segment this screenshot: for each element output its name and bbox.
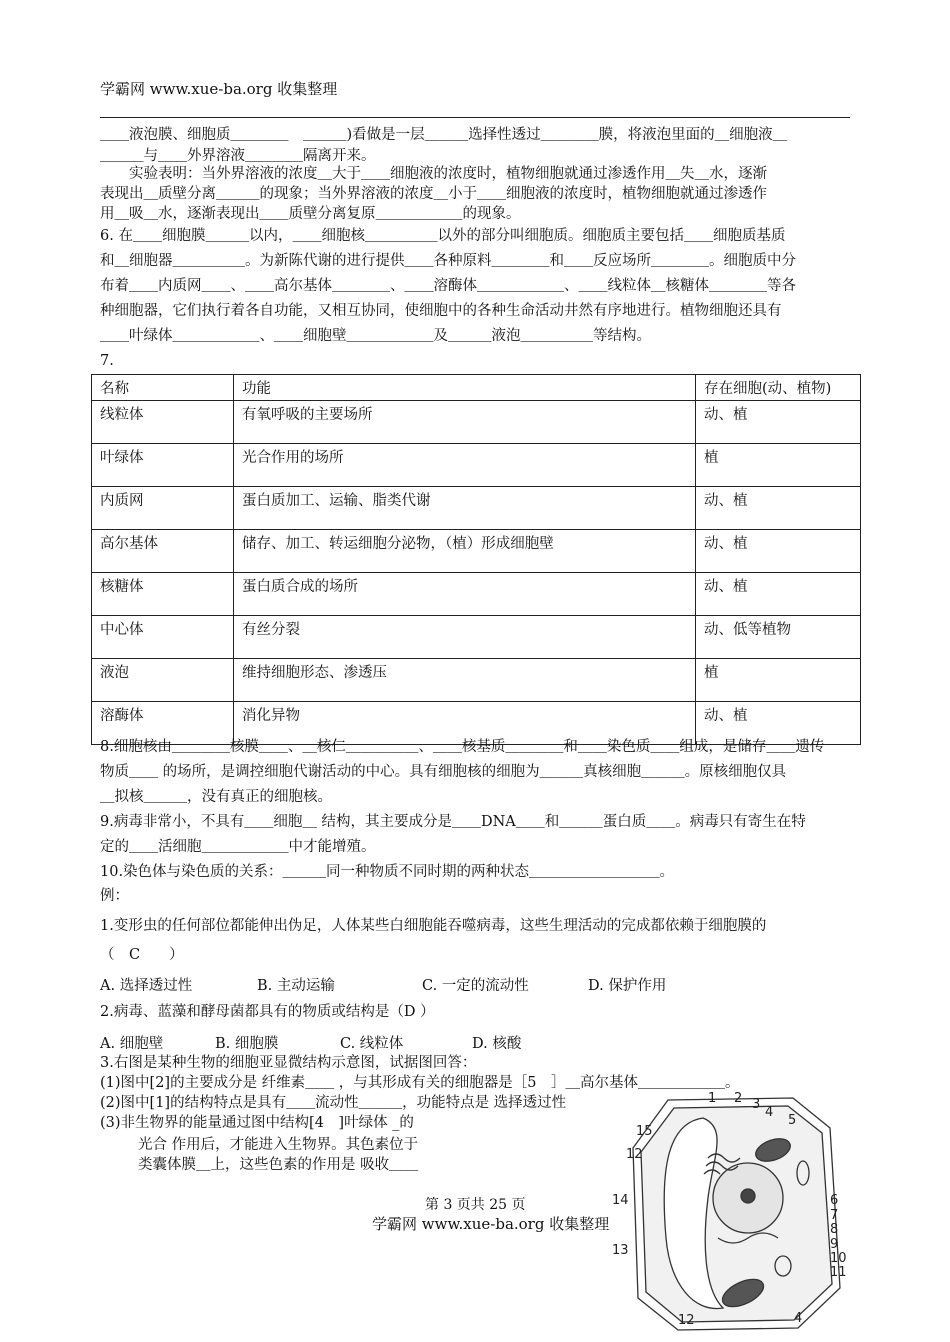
table-row <box>92 530 861 573</box>
table-cell: 线粒体 <box>92 401 234 444</box>
q2-option-b: B. 细胞膜 <box>215 1036 279 1052</box>
text-line: 10.染色体与染色质的关系：＿＿＿同一种物质不同时期的两种状态＿＿＿＿＿＿＿＿＿。 <box>100 864 675 880</box>
page-number: 第 3 页共 25 页 <box>425 1197 526 1213</box>
figure-label: 5 <box>788 1113 797 1128</box>
table-cell: 动、植 <box>696 573 861 616</box>
figure-label: 4 <box>794 1311 803 1326</box>
text-line: 9.病毒非常小，不具有＿＿细胞＿ 结构，其主要成分是＿＿DNA＿＿和＿＿＿蛋白质＿＿。病毒只有寄生在特 <box>100 814 806 830</box>
organelle-table <box>91 374 861 745</box>
table-cell: 核糖体 <box>92 573 234 616</box>
figure-label: 10 <box>830 1251 847 1266</box>
figure-label: 12 <box>678 1313 695 1328</box>
q3-part-3: (3)非生物界的能量通过图中结构[4 ]叶绿体 _的 <box>100 1115 414 1131</box>
table-cell: 维持细胞形态、渗透压 <box>234 659 696 702</box>
figure-label: 1 <box>708 1091 717 1106</box>
table-cell: 高尔基体 <box>92 530 234 573</box>
q3-part-1: (1)图中[2]的主要成分是 纤维素＿＿ ，与其形成有关的细胞器是［5 ］＿高尔基体＿＿＿＿＿＿。 <box>100 1075 740 1091</box>
table-cell: 储存、加工、转运细胞分泌物，（植）形成细胞壁 <box>234 530 696 573</box>
table-header: 名称 <box>92 375 234 401</box>
table-cell: 动、低等植物 <box>696 616 861 659</box>
figure-label: 2 <box>734 1091 743 1106</box>
table-header: 功能 <box>234 375 696 401</box>
table-cell: 植 <box>696 444 861 487</box>
plant-cell-diagram <box>608 1088 848 1338</box>
table-cell: 有丝分裂 <box>234 616 696 659</box>
table-row <box>92 659 861 702</box>
q2-option-d: D. 核酸 <box>472 1036 522 1052</box>
table-cell: 动、植 <box>696 702 861 745</box>
page-header: 学霸网 www.xue-ba.org 收集整理 <box>100 80 338 98</box>
table-cell: 叶绿体 <box>92 444 234 487</box>
text-line: 定的＿＿活细胞＿＿＿＿＿＿中才能增殖。 <box>100 839 376 855</box>
table-cell: 动、植 <box>696 530 861 573</box>
text-line: ＿＿＿与＿＿外界溶液＿＿＿＿隔离开来。 <box>100 148 376 164</box>
text-line: 表现出＿质壁分离＿＿＿的现象；当外界溶液的浓度＿小于＿＿细胞液的浓度时，植物细胞就通过渗透作 <box>100 186 767 202</box>
table-row <box>92 573 861 616</box>
nucleolus <box>741 1189 755 1203</box>
table-cell: 动、植 <box>696 487 861 530</box>
table-cell: 液泡 <box>92 659 234 702</box>
figure-label: 3 <box>752 1097 761 1112</box>
text-line: 布着＿＿内质网＿＿、＿＿高尔基体＿＿＿＿、＿＿溶酶体＿＿＿＿＿＿、＿＿线粒体＿核糖体＿＿＿＿等各 <box>100 278 796 294</box>
q2-option-a: A. 细胞壁 <box>100 1036 164 1052</box>
text-line: 种细胞器，它们执行着各自功能，又相互协同，使细胞中的各种生命活动井然有序地进行。植物细胞还具有 <box>100 303 782 319</box>
table-row <box>92 444 861 487</box>
question-1-stem: 1.变形虫的任何部位都能伸出伪足，人体某些白细胞能吞噬病毒，这些生理活动的完成都依赖于细胞膜的 <box>100 918 767 934</box>
text-line: 7. <box>100 353 114 369</box>
table-cell: 溶酶体 <box>92 702 234 745</box>
table-cell: 中心体 <box>92 616 234 659</box>
figure-label: 11 <box>830 1265 847 1280</box>
figure-label: 12 <box>626 1147 643 1162</box>
text-line: 和＿细胞器＿＿＿＿＿。为新陈代谢的进行提供＿＿各种原料＿＿＿＿和＿＿反应场所＿＿＿＿。细胞质中分 <box>100 253 796 269</box>
figure-label: 9 <box>830 1237 839 1252</box>
text-line: 6. 在＿＿细胞膜＿＿＿以内，＿＿细胞核＿＿＿＿＿以外的部分叫细胞质。细胞质主要包括＿＿细胞质基质 <box>100 228 786 244</box>
q1-option-a: A. 选择透过性 <box>100 978 193 994</box>
text-line: 用＿吸＿水，逐渐表现出＿＿质壁分离复原＿＿＿＿＿＿的现象。 <box>100 206 521 222</box>
figure-label: 8 <box>830 1222 839 1237</box>
text-line: 例： <box>100 888 129 904</box>
question-3-stem: 3.右图是某种生物的细胞亚显微结构示意图，试据图回答： <box>100 1055 477 1071</box>
q2-option-c: C. 线粒体 <box>340 1036 404 1052</box>
table-row <box>92 401 861 444</box>
table-row <box>92 487 861 530</box>
table-header-row <box>92 375 861 401</box>
table-cell: 光合作用的场所 <box>234 444 696 487</box>
figure-label: 6 <box>830 1193 839 1208</box>
table-cell: 蛋白质加工、运输、脂类代谢 <box>234 487 696 530</box>
question-2-stem: 2.病毒、蓝藻和酵母菌都具有的物质或结构是（D ） <box>100 1004 435 1020</box>
table-cell: 植 <box>696 659 861 702</box>
table-cell: 蛋白质合成的场所 <box>234 573 696 616</box>
text-line: ＿拟核＿＿＿，没有真正的细胞核。 <box>100 789 332 805</box>
figure-label: 7 <box>830 1208 839 1223</box>
q1-option-b: B. 主动运输 <box>257 978 335 994</box>
q3-part-3-cont2: 类囊体膜＿上，这些色素的作用是 吸收＿＿ <box>138 1157 419 1173</box>
q1-option-c: C. 一定的流动性 <box>422 978 529 994</box>
q3-part-3-cont: 光合 作用后，才能进入生物界。其色素位于 <box>138 1137 419 1153</box>
figure-label: 14 <box>612 1193 629 1208</box>
figure-label: 15 <box>636 1124 653 1139</box>
header-rule <box>100 117 850 118</box>
text-line: 物质＿＿ 的场所，是调控细胞代谢活动的中心。具有细胞核的细胞为＿＿＿真核细胞＿＿＿。原核细胞仅具 <box>100 764 787 780</box>
table-row <box>92 616 861 659</box>
text-line: ＿＿液泡膜、细胞质＿＿＿＿ ＿＿＿)看做是一层＿＿＿选择性透过＿＿＿＿膜，将液泡里面的＿细胞液＿ <box>100 127 788 143</box>
text-line: 8.细胞核由＿＿＿＿核膜＿＿、＿核仁＿＿＿＿＿、＿＿核基质＿＿＿＿和＿＿染色质＿＿组成，是储存＿＿遗传 <box>100 739 825 755</box>
table-cell: 有氧呼吸的主要场所 <box>234 401 696 444</box>
text-line: 实验表明：当外界溶液的浓度＿大于＿＿细胞液的浓度时，植物细胞就通过渗透作用＿失＿水，逐渐 <box>100 166 767 182</box>
page-footer: 学霸网 www.xue-ba.org 收集整理 <box>372 1215 610 1233</box>
figure-label: 13 <box>612 1243 629 1258</box>
q3-part-2: (2)图中[1]的结构特点是具有＿＿流动性＿＿＿，功能特点是 选择透过性 <box>100 1095 567 1111</box>
table-cell: 内质网 <box>92 487 234 530</box>
table-cell: 消化异物 <box>234 702 696 745</box>
figure-label: 4 <box>765 1105 774 1120</box>
q1-option-d: D. 保护作用 <box>588 978 667 994</box>
table-cell: 动、植 <box>696 401 861 444</box>
table-header: 存在细胞(动、植物) <box>696 375 861 401</box>
question-1-answer: （ C ） <box>100 947 184 963</box>
text-line: ＿＿叶绿体＿＿＿＿＿＿、＿＿细胞壁＿＿＿＿＿＿及＿＿＿液泡＿＿＿＿＿等结构。 <box>100 328 651 344</box>
